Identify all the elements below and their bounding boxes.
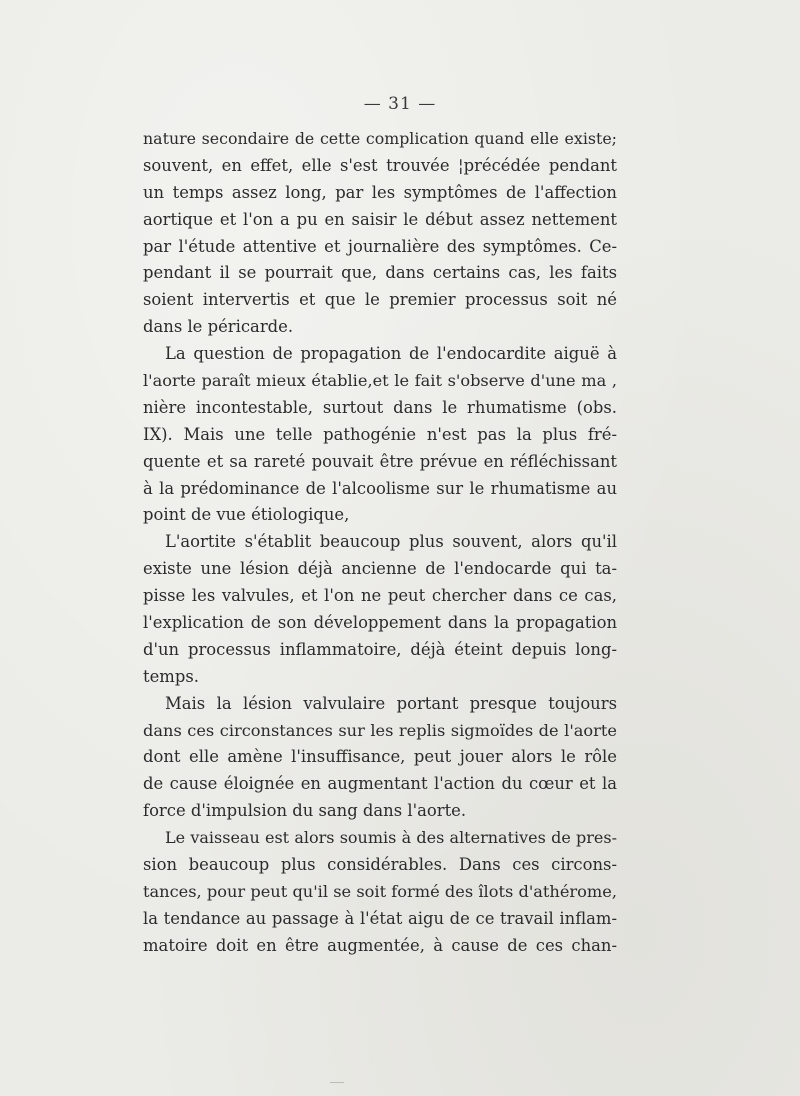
text-line: la tendance au passage à l'état aigu de ce travail inflam- (143, 908, 617, 928)
page-mark (330, 1082, 344, 1083)
text-line: force d'impulsion du sang dans l'aorte. (143, 801, 467, 821)
text-line: La question de propagation de l'endocardite aiguë à (165, 344, 617, 364)
text-line: d'un processus inflammatoire, déjà éteint depuis long- (143, 639, 617, 659)
text-line: dans ces circonstances sur les replis sigmoïdes de l'aorte (143, 720, 617, 740)
text-line: tances, pour peut qu'il se soit formé des îlots d'athérome, (143, 881, 617, 901)
text-line: dont elle amène l'insuffisance, peut jouer alors le rôle (143, 747, 617, 767)
text-line: aortique et l'on a pu en saisir le début assez nettement (143, 209, 617, 229)
text-line: à la prédominance de l'alcoolisme sur le rhumatisme au (143, 478, 617, 498)
text-line: nière incontestable, surtout dans le rhumatisme (obs. (143, 397, 617, 417)
text-line: souvent, en effet, elle s'est trouvée ¦précédée pendant (143, 155, 617, 175)
text-line: temps. (143, 666, 199, 686)
text-line: quente et sa rareté pouvait être prévue en réfléchissant (143, 451, 617, 471)
body-text (143, 126, 617, 960)
text-line: Mais la lésion valvulaire portant presque toujours (165, 693, 617, 713)
text-line: par l'étude attentive et journalière des symptômes. Ce- (143, 236, 617, 256)
text-line: nature secondaire de cette complication quand elle existe; (143, 129, 617, 148)
text-line: matoire doit en être augmentée, à cause de ces chan- (143, 935, 617, 955)
text-line: existe une lésion déjà ancienne de l'endocarde qui ta- (143, 559, 617, 579)
text-line: de cause éloignée en augmentant l'action du cœur et la (143, 774, 617, 794)
text-line: dans le péricarde. (143, 317, 294, 337)
text-line: IX). Mais une telle pathogénie n'est pas la plus fré- (143, 424, 617, 444)
text-line: sion beaucoup plus considérables. Dans ces circons- (143, 855, 617, 875)
text-line: soient intervertis et que le premier processus soit né (143, 290, 617, 310)
text-line: L'aortite s'établit beaucoup plus souvent, alors qu'il (165, 532, 617, 552)
text-line: un temps assez long, par les symptômes de l'affection (143, 182, 617, 202)
text-line: pendant il se pourrait que, dans certains cas, les faits (143, 263, 617, 283)
page-number: — 31 — (363, 94, 437, 114)
text-line: point de vue étiologique, (143, 505, 350, 525)
text-line: pisse les valvules, et l'on ne peut chercher dans ce cas, (143, 586, 617, 606)
text-line: l'explication de son développement dans la propagation (143, 613, 617, 633)
text-line: Le vaisseau est alors soumis à des alternatives de pres- (165, 828, 617, 848)
text-line: l'aorte paraît mieux établie,et le fait s'observe d'une ma , (143, 371, 617, 391)
